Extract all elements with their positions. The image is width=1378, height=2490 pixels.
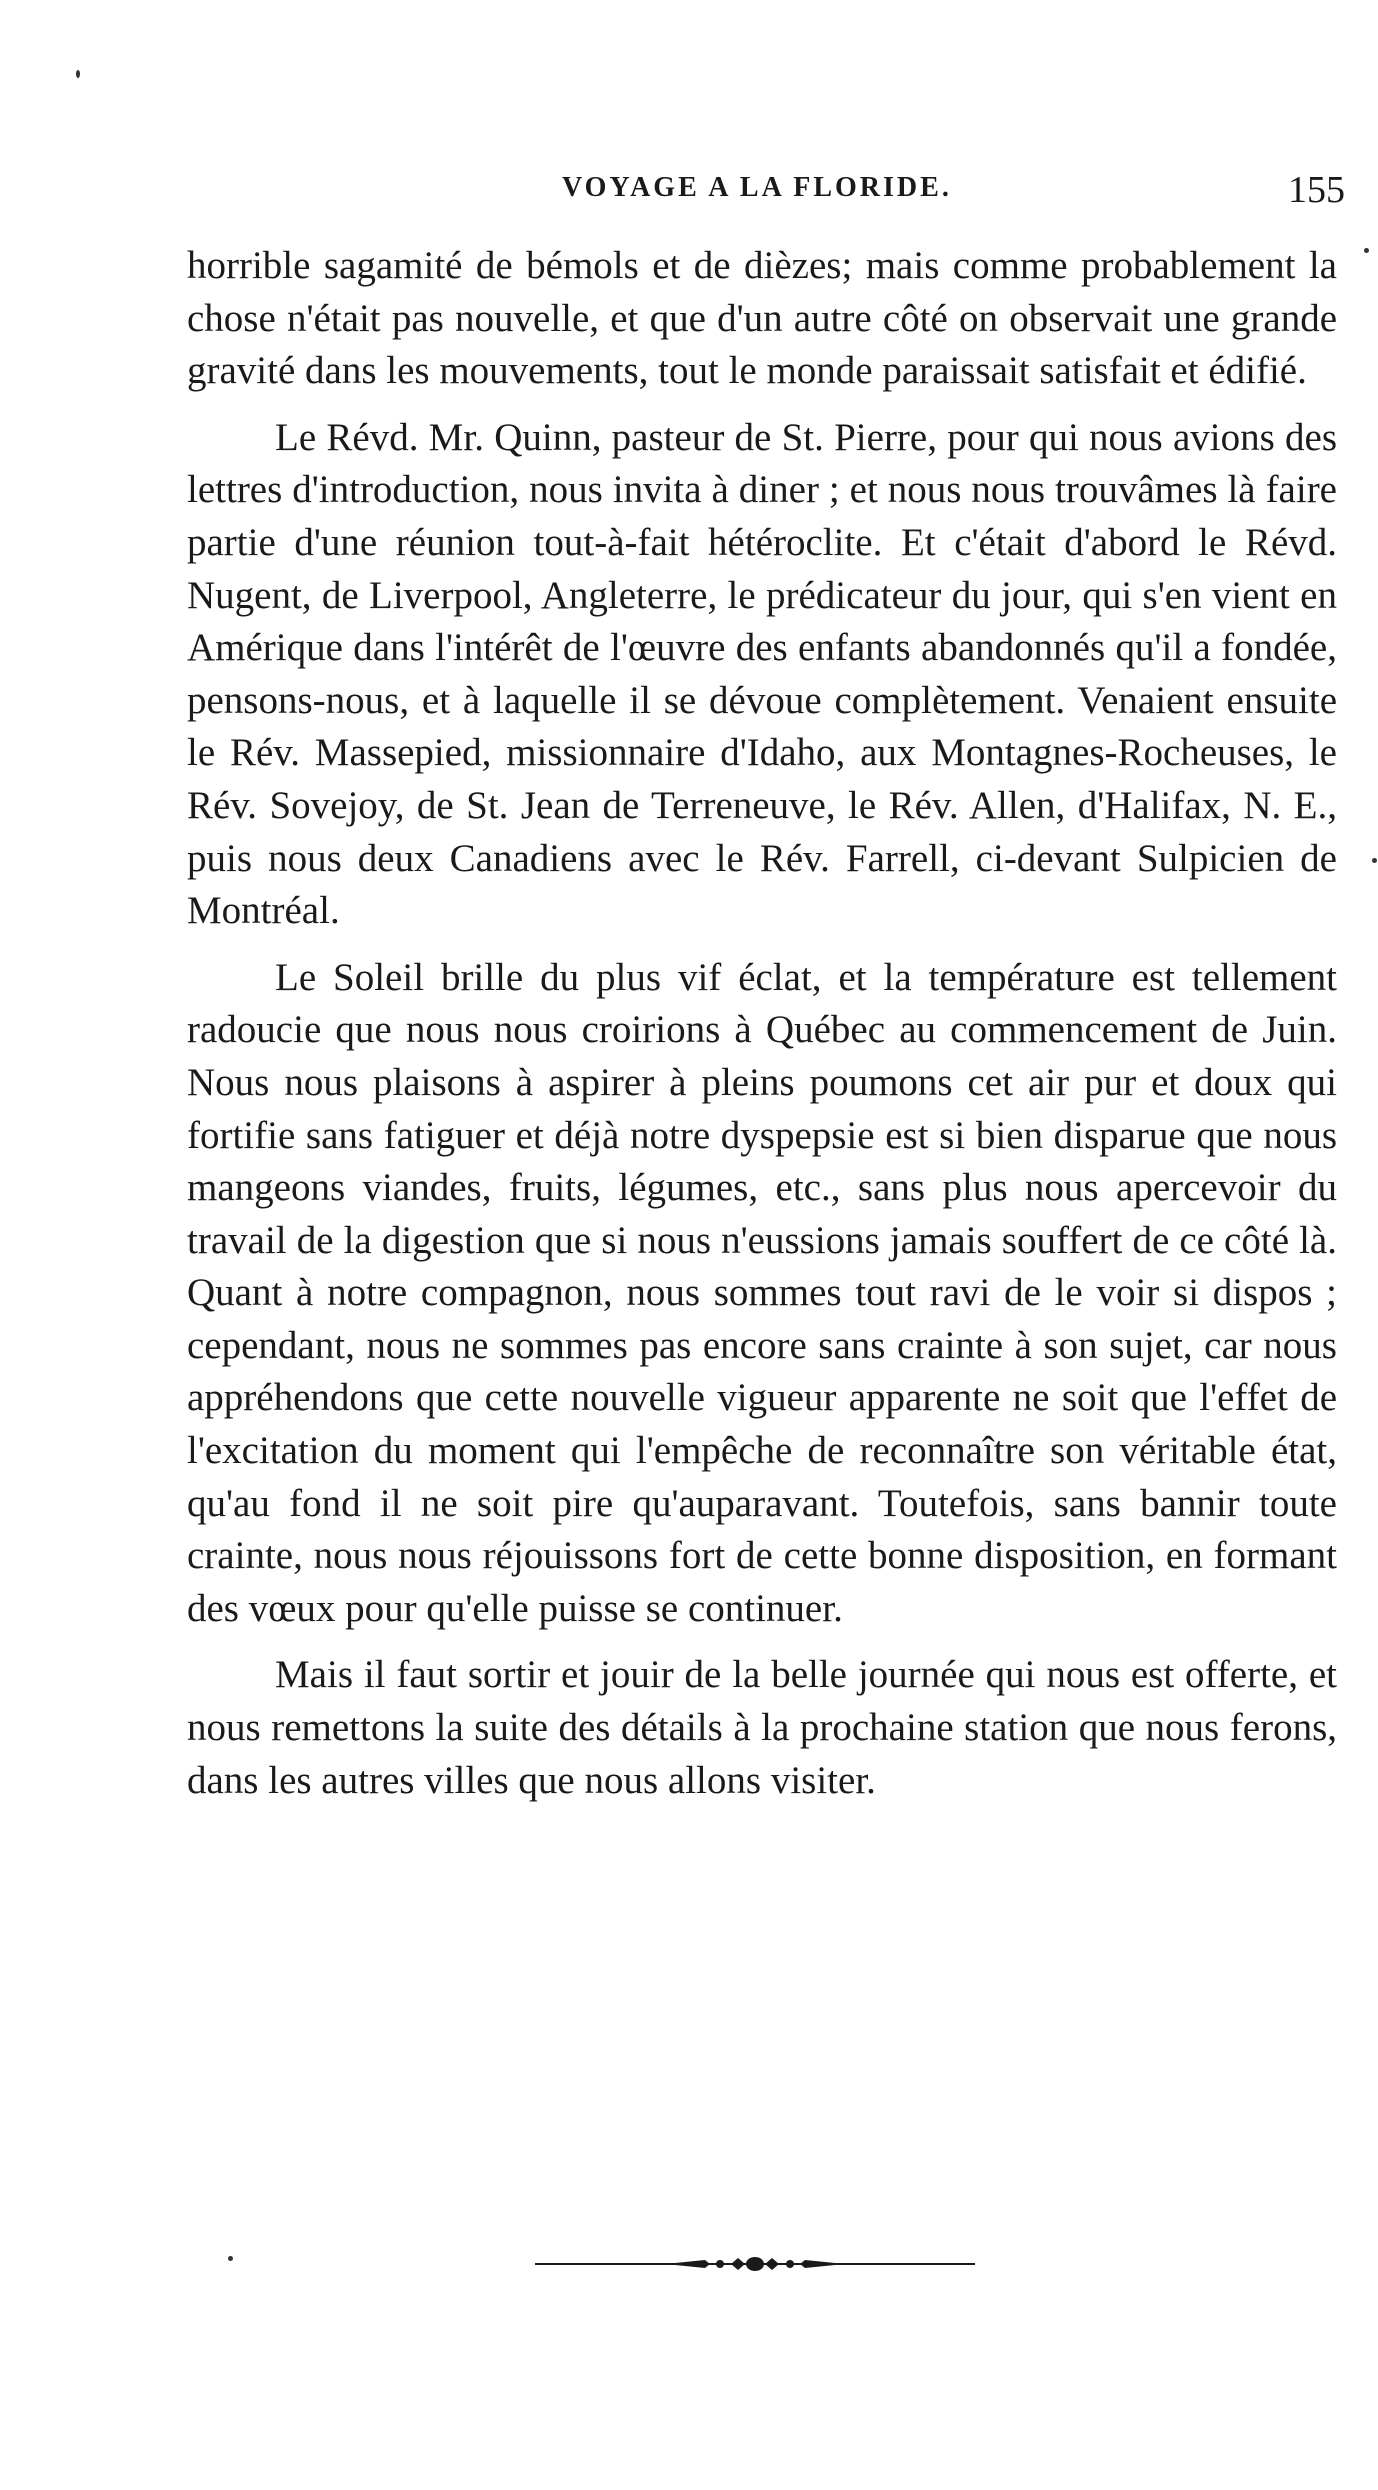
paragraph-2: Le Révd. Mr. Quinn, pasteur de St. Pierre, pour qui nous avions des lettres d'introduction, nous invita à diner ; et nous nous trouvâmes là faire partie d'une réunion tout-à-fait hétéroclite. Et c'était d'abord le Révd. Nugent, de Liverpool, Angleterre, le prédicateur du jour, qui s'en vient en Amérique dans l'intérêt de l'œuvre des enfants abandonnés qu'il a fondée, pensons-nous, et à laquelle il se dévoue complètement. Venaient ensuite le Rév. Massepied, missionnaire d'Idaho, aux Montagnes-Rocheuses, le Rév. Sovejoy, de St. Jean de Terreneuve, le Rév. Allen, d'Halifax, N. E., puis nous deux Canadiens avec le Rév. Farrell, ci-devant Sulpicien de Montréal. [187,415,1337,933]
print-speck [228,2256,233,2261]
print-speck [76,70,80,78]
page-number: 155 [1288,169,1345,211]
paragraph-4: Mais il faut sortir et jouir de la belle journée qui nous est offerte, et nous remettons la suite des détails à la prochaine station que nous ferons, dans les autres villes que nous allons visiter. [187,1653,1337,1802]
page-header [187,168,1345,218]
print-speck [1372,858,1377,863]
paragraph-1: horrible sagamité de bémols et de dièzes; mais comme probablement la chose n'était pas nouvelle, et que d'un autre côté on observait une grande gravité dans les mouvements, tout le monde paraissait satisfait et édifié. [187,244,1337,393]
section-end-ornament [535,2252,975,2276]
running-title: VOYAGE A LA FLORIDE. [562,172,952,203]
paragraph-3: Le Soleil brille du plus vif éclat, et la température est tellement radoucie que nous nous croirions à Québec au commencement de Juin. Nous nous plaisons à aspirer à pleins poumons cet air pur et doux qui fortifie sans fatiguer et déjà notre dyspepsie est si bien disparue que nous mangeons viandes, fruits, légumes, etc., sans plus nous apercevoir du travail de la digestion que si nous n'eussions jamais souffert de ce côté là. Quant à notre compagnon, nous sommes tout ravi de le voir si dispos ; cependant, nous ne sommes pas encore sans crainte à son sujet, car nous appréhendons que cette nouvelle vigueur apparente ne soit que l'effet de l'excitation du moment qui l'empêche de reconnaître son véritable état, qu'au fond il ne soit pire qu'auparavant. Toutefois, sans bannir toute crainte, nous nous réjouissons fort de cette bonne disposition, en formant des vœux pour qu'elle puisse se continuer. [187,955,1337,1630]
print-speck [1364,248,1369,253]
body-text [187,240,1337,1821]
